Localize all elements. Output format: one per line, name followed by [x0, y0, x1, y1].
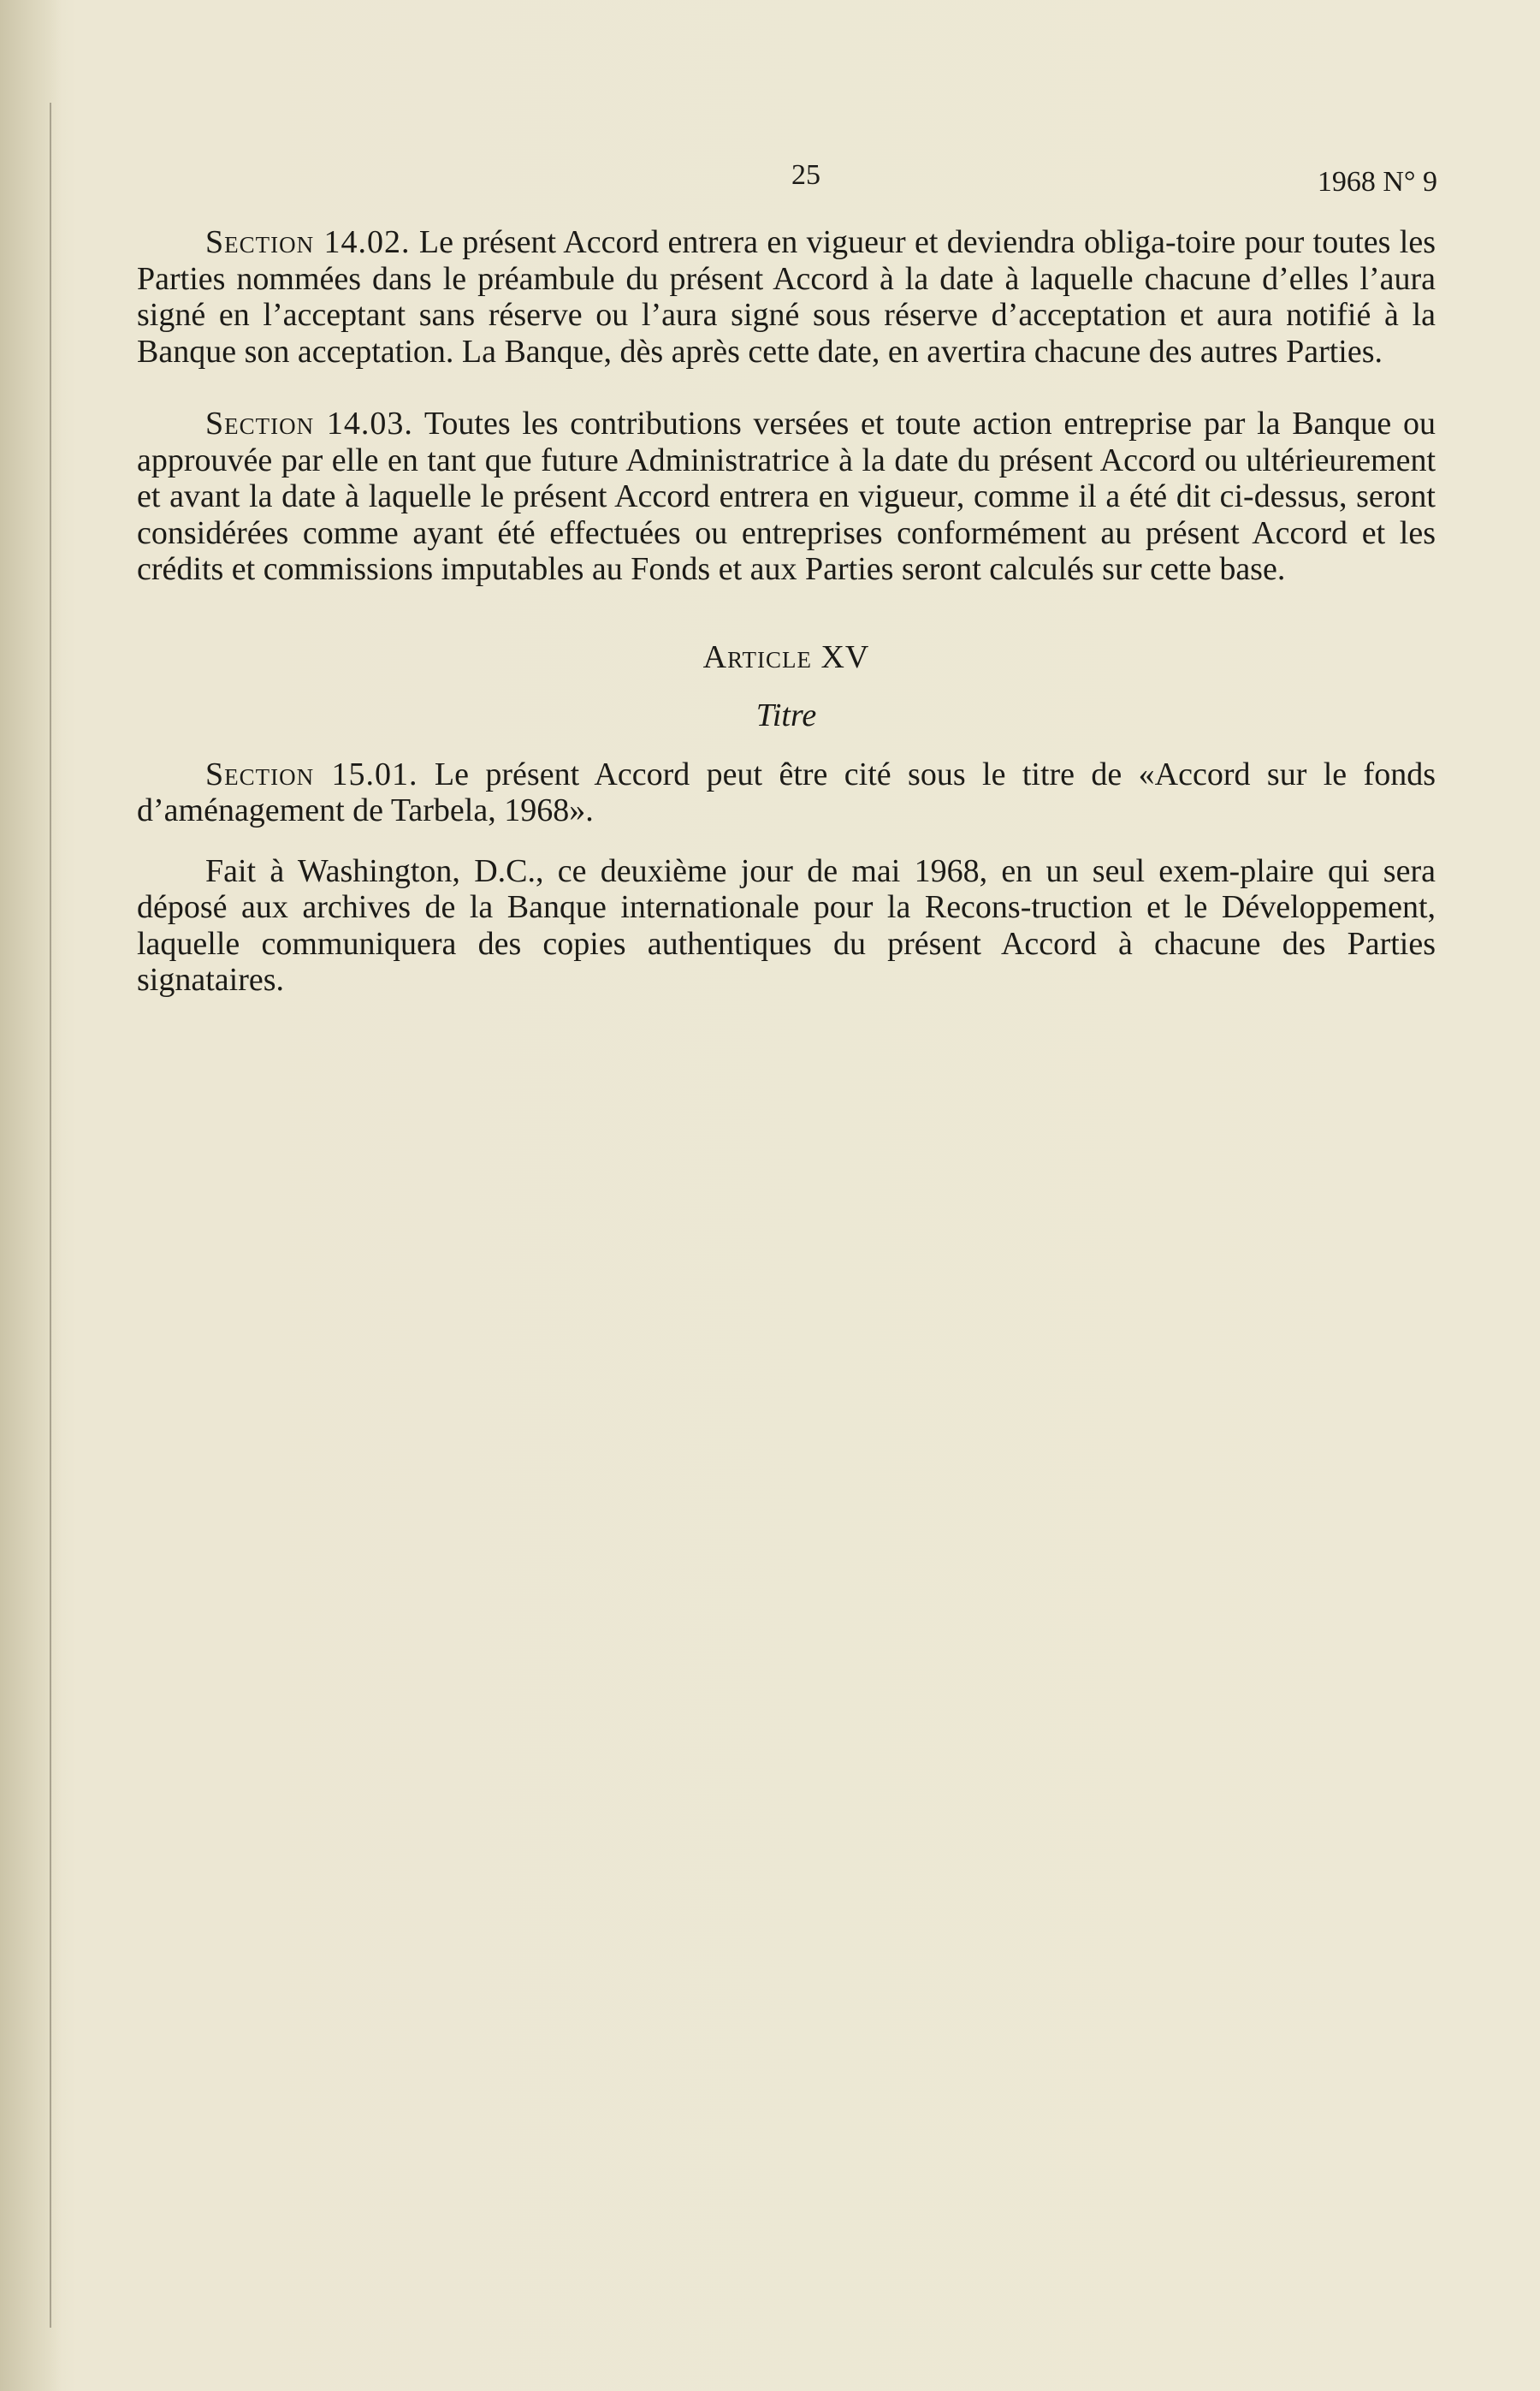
section-text: Le présent Accord peut être cité sous le titre de «Accord sur le fonds d’aménagement de Tarbela, 1968». — [137, 756, 1436, 828]
binding-shadow — [0, 0, 62, 2391]
section-label: Section 14.03. — [205, 406, 413, 442]
section-label: Section 14.02. — [205, 224, 411, 260]
paragraph-section-14-02 — [137, 224, 1436, 370]
section-text: Toutes les contributions versées et toute action entreprise par la Banque ou approuvée par elle en tant que future Administratrice à la date du présent Accord ou ultérieurement et avant la date à laquelle le présent Accord entrera en vigueur, comme il a été dit ci-dessus, seront considérées comme ayant été effectuées ou entreprises conformément au présent Accord et les crédits et commissions imputables au Fonds et aux Parties seront calculés sur cette base. — [137, 406, 1436, 587]
document-reference: 1968 N° 9 — [1317, 166, 1437, 198]
page-body — [137, 224, 1436, 999]
article-heading: Article XV — [702, 638, 870, 675]
page-header — [137, 159, 1437, 202]
binding-crease — [50, 103, 51, 2328]
section-text: Le présent Accord entrera en vigueur et deviendra obliga-toire pour toutes les Parties nommées dans le préambule du présent Accord à la date à laquelle chacune d’elles l’aura signé en l’acceptant sans réserve ou l’aura signé sous réserve d’acceptation et aura notifié à la Banque son acceptation. La Banque, dès après cette date, en avertira chacune des autres Parties. — [137, 224, 1436, 370]
paragraph-section-15-01 — [137, 756, 1436, 829]
paragraph-section-14-03 — [137, 406, 1436, 588]
closing-text: Fait à Washington, D.C., ce deuxième jour de mai 1968, en un seul exem-plaire qui sera déposé aux archives de la Banque internationale pour la Recons-truction et le Développement, laquelle communiquera des copies authentiques du présent Accord à chacune des Parties signataires. — [137, 852, 1436, 998]
paragraph-closing — [137, 853, 1436, 999]
article-title: Titre — [755, 697, 817, 733]
section-label: Section 15.01. — [205, 756, 418, 792]
page-number: 25 — [791, 159, 820, 191]
